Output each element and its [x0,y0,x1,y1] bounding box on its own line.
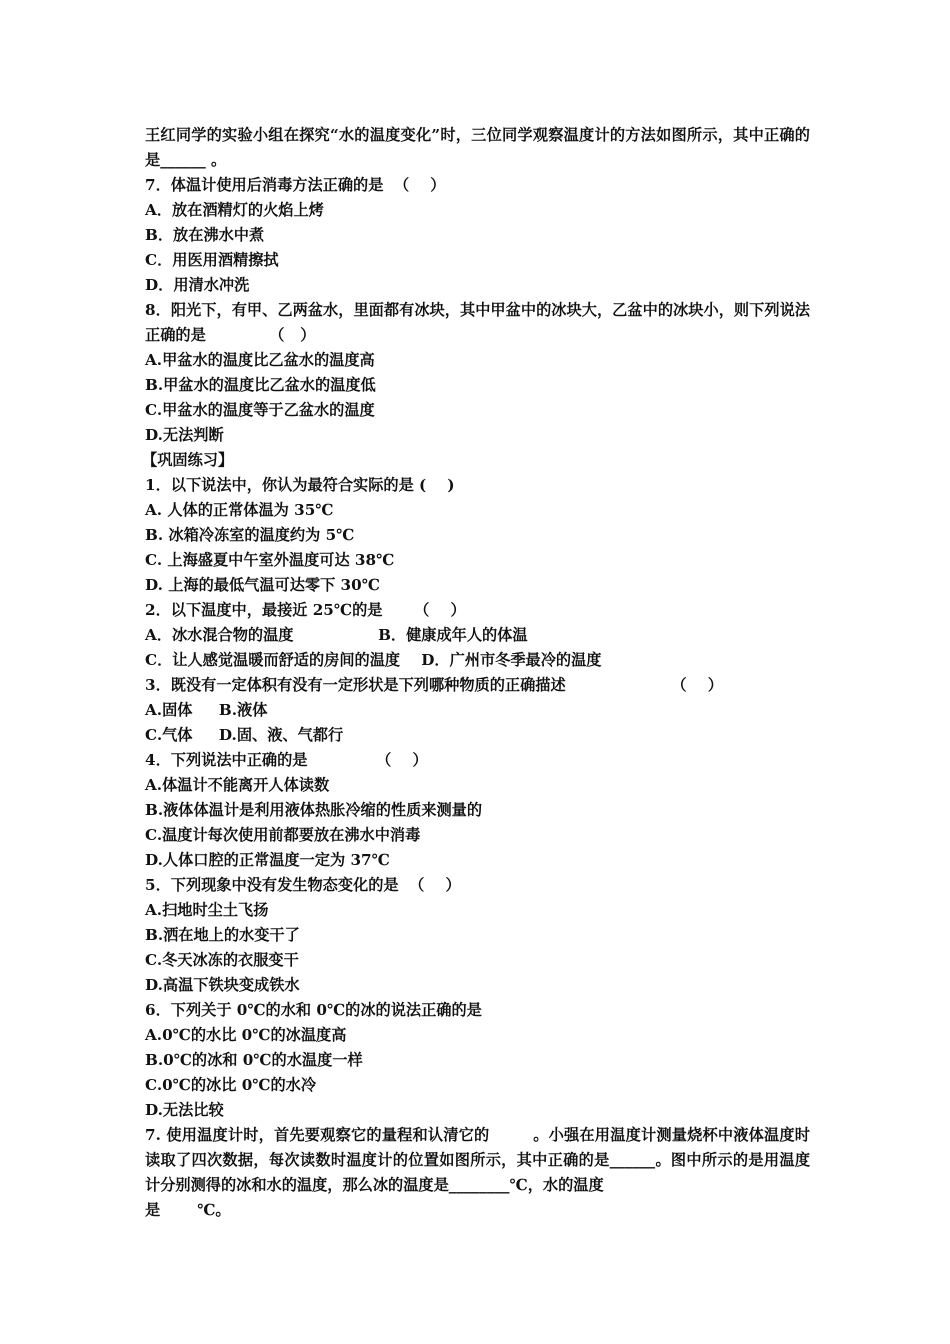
practice-7-stem-end: 是 ℃。 [145,1201,231,1219]
practice-2-options-ab: A．冰水混合物的温度 B．健康成年人的体温 [145,626,528,644]
practice-1-option-d: D. 上海的最低气温可达零下 30℃ [145,576,380,594]
practice-4-option-d: D.人体口腔的正常温度一定为 37℃ [145,851,390,869]
question-7-stem: 7．体温计使用后消毒方法正确的是 （ ） [145,176,446,194]
question-8-option-a: A.甲盆水的温度比乙盆水的温度高 [145,351,375,369]
practice-6-stem: 6．下列关于 0℃的水和 0℃的冰的说法正确的是 [145,1001,482,1019]
practice-1-option-c: C. 上海盛夏中午室外温度可达 38℃ [145,551,395,569]
question-8-option-c: C.甲盆水的温度等于乙盆水的温度 [145,401,375,419]
practice-4-option-b: B.液体体温计是利用液体热胀冷缩的性质来测量的 [145,801,483,819]
practice-4-option-c: C.温度计每次使用前都要放在沸水中消毒 [145,826,421,844]
practice-3-stem: 3．既没有一定体积有没有一定形状是下列哪种物质的正确描述 （ ） [145,676,723,694]
practice-2-stem: 2．以下温度中，最接近 25℃的是 （ ） [145,601,466,619]
question-7-option-a: A．放在酒精灯的火焰上烤 [145,201,324,219]
practice-5-stem: 5．下列现象中没有发生物态变化的是 （ ） [145,876,461,894]
question-8-option-d: D.无法判断 [145,426,224,444]
question-8-stem: 8．阳光下，有甲、乙两盆水，里面都有冰块，其中甲盆中的冰块大，乙盆中的冰块小，则下列说法正确的是 （ ） [145,301,810,344]
practice-5-option-a: A.扫地时尘土飞扬 [145,901,269,919]
practice-1-option-b: B. 冰箱冷冻室的温度约为 5℃ [145,526,355,544]
practice-1-stem: 1．以下说法中，你认为最符合实际的是 ( ) [145,476,455,494]
document-page [142,123,810,1223]
question-7-option-b: B．放在沸水中煮 [145,226,265,244]
practice-6-option-a: A.0℃的水比 0℃的冰温度高 [145,1026,347,1044]
practice-2-options-cd: C．让人感觉温暖而舒适的房间的温度 D．广州市冬季最冷的温度 [145,651,602,669]
question-8-option-b: B.甲盆水的温度比乙盆水的温度低 [145,376,376,394]
practice-5-option-b: B.洒在地上的水变干了 [145,926,300,944]
practice-5-option-c: C.冬天冰冻的衣服变干 [145,951,299,969]
practice-3-options-ab: A.固体 B.液体 [145,701,268,719]
practice-4-stem: 4．下列说法中正确的是 （ ） [145,751,428,769]
practice-6-option-b: B.0℃的冰和 0℃的水温度一样 [145,1051,363,1069]
question-7-option-c: C．用医用酒精擦拭 [145,251,279,269]
section-heading-practice: 【巩固练习】 [142,451,234,469]
practice-7-stem: 7. 使用温度计时，首先要观察它的量程和认清它的 。小强在用温度计测量烧杯中液体温度时读取了四次数据，每次读数时温度计的位置如图所示，其中正确的是______。图中所示的是用温度计分别测得的冰和水的温度，那么冰的温度是________℃，水的温度 [145,1126,810,1194]
practice-6-option-c: C.0℃的冰比 0℃的水冷 [145,1076,317,1094]
practice-3-options-cd: C.气体 D.固、液、气都行 [145,726,344,744]
practice-6-option-d: D.无法比较 [145,1101,224,1119]
practice-1-option-a: A. 人体的正常体温为 35℃ [145,501,334,519]
question-7-option-d: D．用清水冲洗 [145,276,250,294]
practice-4-option-a: A.体温计不能离开人体读数 [145,776,330,794]
practice-5-option-d: D.高温下铁块变成铁水 [145,976,300,994]
question-6-stem: 王红同学的实验小组在探究“水的温度变化”时，三位同学观察温度计的方法如图所示，其中正确的是______ 。 [145,126,810,169]
